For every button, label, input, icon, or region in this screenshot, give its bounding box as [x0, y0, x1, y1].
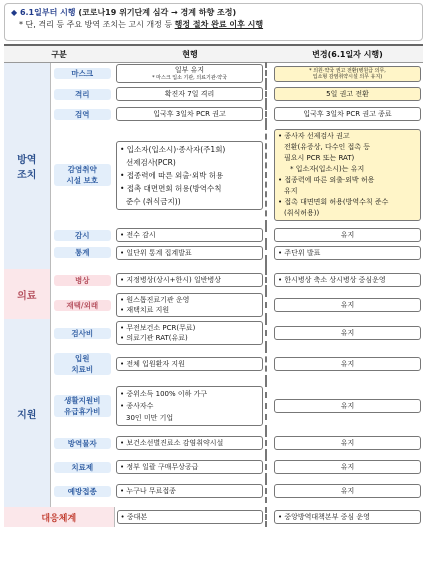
- group-medical: 의료: [4, 269, 50, 319]
- prevention-current: • 누구나 무료접종: [120, 487, 176, 495]
- vulnerable-current-3: • 접종력에 따른 외출·외박 허용: [120, 170, 224, 180]
- living-current-2: • 종사자수: [120, 402, 154, 410]
- vulnerable-current-4: • 접촉 대면면회 허용(방역수칙: [120, 183, 222, 193]
- row-label-statistics: 통계: [54, 247, 112, 258]
- header-line-1: [11, 7, 416, 19]
- living-changed: 유지: [340, 402, 355, 410]
- vulnerable-changed-7: • 접촉 대면면회 허용(방역수칙 준수: [278, 198, 389, 206]
- header-box: [4, 3, 423, 41]
- response-changed: • 중앙방역대책본부 중심 운영: [278, 513, 370, 521]
- row-label-disaster: 재택/외래: [54, 300, 112, 311]
- inpatient-changed: 유지: [340, 360, 355, 368]
- group-response: 대응체계: [4, 507, 114, 527]
- testing-changed: 입국후 3일차 PCR 권고 종료: [303, 110, 392, 118]
- inpatient-current: • 전체 입원환자 지원: [120, 360, 185, 368]
- mask-changed-sub: 입소형 감염취약시설 의무 유지): [312, 73, 383, 80]
- vaccine-current: • 보건소선별진료소 감염취약시설: [120, 439, 224, 447]
- treatment-changed: 유지: [340, 463, 355, 471]
- vulnerable-changed-3: 필요시 PCR 또는 RAT): [284, 154, 355, 162]
- header-note: * 단, 격리 등 주요 방역 조치는 고시 개정 등: [19, 20, 173, 29]
- row-label-beds: 병상: [54, 275, 112, 286]
- header-date: ◆ 6.1일부터 시행: [11, 8, 76, 17]
- test-cost-changed: 유지: [340, 329, 355, 337]
- col-head-current: 현행: [114, 45, 266, 63]
- mask-current-sub: * 마스크 입소 기관, 의료기관·약국: [152, 75, 227, 81]
- policy-table: [4, 44, 423, 527]
- vulnerable-current-5: 준수 (취식금지)): [126, 196, 181, 206]
- row-label-inpatient: 입원 치료비: [54, 353, 112, 375]
- col-head-group: 구분: [4, 45, 114, 63]
- disaster-changed: 유지: [340, 301, 355, 309]
- vaccine-changed: 유지: [340, 439, 355, 447]
- statistics-current: • 일단위 통계 집계발표: [120, 248, 192, 257]
- vulnerable-changed-8: (취식허용)): [284, 209, 320, 217]
- row-label-isolation: 격리: [54, 89, 112, 100]
- row-label-prevention: 예방접종: [54, 486, 112, 497]
- isolation-changed: 5일 권고 전환: [326, 90, 369, 98]
- vulnerable-changed-4: * 입소자(입소시)는 유지: [290, 165, 365, 173]
- vulnerable-changed-1: • 종사자 선제검사 권고: [278, 132, 350, 140]
- beds-current: • 지정병상(상시+한시) 일반병상: [120, 276, 222, 284]
- row-label-treatment: 치료제: [54, 462, 112, 473]
- header-detail: (코로나19 위기단계 심각 → 경계 하향 조정): [78, 8, 237, 17]
- living-current-3: 30인 미만 기업: [126, 414, 174, 422]
- row-label-mask: 마스크: [54, 68, 112, 79]
- statistics-changed: • 주단위 발표: [278, 248, 321, 257]
- beds-changed: • 한시병상 축소 상시병상 중심운영: [278, 276, 386, 284]
- vulnerable-changed-6: 유지: [284, 187, 298, 195]
- treatment-current: • 정부 일괄 구매무상공급: [120, 463, 199, 471]
- mask-current-main: 일부 유지: [174, 66, 205, 74]
- header-note-bold: 행정 절차 완료 이후 시행: [174, 20, 264, 29]
- mask-changed-main: * 의원·약국 권고 전환(병원급 의무,: [309, 67, 386, 74]
- row-label-surveillance: 감시: [54, 230, 112, 241]
- surveillance-changed: 유지: [340, 231, 355, 239]
- disaster-current-1: • 원스톱진료기관 운영: [120, 296, 190, 304]
- group-quarantine: 방역 조치: [4, 63, 50, 270]
- isolation-current: 확진자 7일 격리: [164, 90, 215, 98]
- prevention-changed: 유지: [340, 487, 355, 495]
- vulnerable-changed-5: • 접종력에 따른 외출·외박 허용: [278, 176, 375, 184]
- col-head-changed: 변경(6.1일자 시행): [272, 45, 423, 63]
- surveillance-current: • 전수 감시: [120, 231, 156, 239]
- test-cost-current-2: • 의료기관 RAT(유료): [120, 334, 188, 342]
- test-cost-current-1: • 무전보건소 PCR(무료): [120, 324, 196, 332]
- group-support: 지원: [4, 319, 50, 507]
- disaster-current-2: • 재택치료 지원: [120, 306, 170, 314]
- row-label-vulnerable: 감염취약 시설 보호: [54, 164, 112, 186]
- vulnerable-current-2: 선제검사(PCR): [126, 157, 176, 167]
- row-label-testing: 검역: [54, 109, 112, 120]
- vulnerable-changed-2: 전환(유증상, 다수인 접촉 등: [284, 143, 371, 151]
- vulnerable-current-1: • 입소자(입소시)·종사자(주1회): [120, 144, 226, 154]
- row-label-living: 생활지원비 유급휴가비: [54, 395, 112, 417]
- testing-current: 입국후 3일차 PCR 권고: [153, 110, 226, 118]
- row-label-test-cost: 검사비: [54, 328, 112, 339]
- response-current: • 중대본: [120, 513, 148, 521]
- row-label-vaccine: 방역물자: [54, 438, 112, 449]
- living-current-1: • 중위소득 100% 이하 가구: [120, 390, 208, 398]
- header-line-2: [11, 19, 416, 31]
